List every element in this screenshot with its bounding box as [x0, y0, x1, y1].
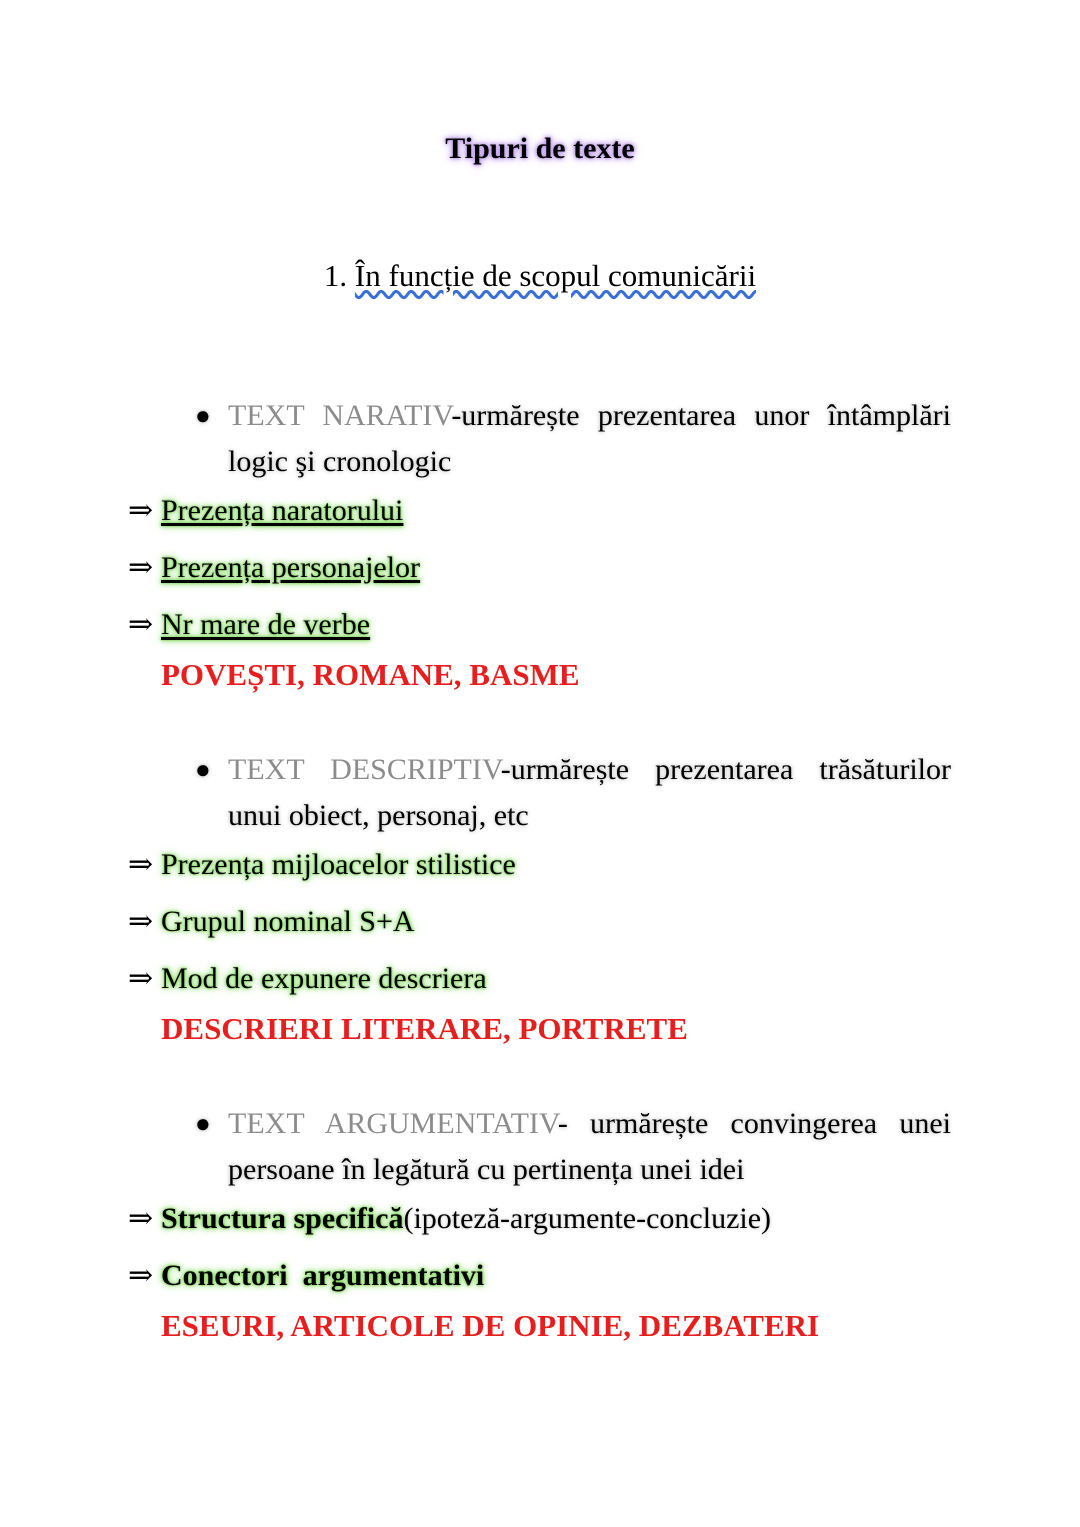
section-number: 1. [323, 258, 348, 293]
arrow-icon: ⇒ [128, 608, 154, 641]
feature-text: Mod de expunere descriera [161, 962, 487, 995]
feature-text: Conectori argumentativi [161, 1259, 485, 1292]
section-heading [0, 258, 1080, 294]
examples-list: POVEȘTI, ROMANE, BASME [161, 657, 580, 692]
arrow-icon: ⇒ [128, 1259, 154, 1292]
feature-item [128, 845, 516, 885]
feature-text: Structura specifică [161, 1202, 404, 1235]
feature-text: Nr mare de verbe [161, 608, 371, 641]
feature-suffix: (ipoteză-argumente-concluzie) [403, 1202, 772, 1235]
text-type-label: TEXT DESCRIPTIV [228, 753, 501, 786]
feature-item [128, 605, 370, 645]
bullet-dot-icon: ● [195, 401, 211, 430]
text-type-description: - urmărește convingerea unei persoane în legătură cu pertinența unei idei [228, 1107, 951, 1186]
examples-list: ESEURI, ARTICOLE DE OPINIE, DEZBATERI [161, 1308, 820, 1343]
text-type-label: TEXT NARATIV [228, 399, 452, 432]
bullet-text-argumentativ [195, 1101, 951, 1193]
feature-text: Prezența naratorului [161, 494, 404, 527]
feature-item [128, 902, 415, 942]
feature-item [128, 959, 487, 999]
text-type-description: -urmărește prezentarea trăsăturilor unui obiect, personaj, etc [228, 753, 951, 832]
feature-text: Prezența mijloacelor stilistice [161, 848, 516, 881]
text-type-label: TEXT ARGUMENTATIV [228, 1107, 558, 1140]
arrow-icon: ⇒ [128, 848, 154, 881]
bullet-dot-icon: ● [195, 1109, 211, 1138]
text-type-description: -urmărește prezentarea unor întâmplări logic şi cronologic [228, 399, 951, 478]
arrow-icon: ⇒ [128, 962, 154, 995]
feature-text: Grupul nominal S+A [161, 905, 415, 938]
feature-text: Prezența personajelor [161, 551, 421, 584]
bullet-text-narativ [195, 393, 951, 485]
examples-list: DESCRIERI LITERARE, PORTRETE [161, 1011, 688, 1046]
arrow-icon: ⇒ [128, 494, 154, 527]
feature-item [128, 1199, 771, 1239]
feature-item [128, 491, 403, 531]
arrow-icon: ⇒ [128, 551, 154, 584]
arrow-icon: ⇒ [128, 1202, 154, 1235]
section-heading-text: În funcție de scopul comunicării [354, 258, 757, 293]
bullet-text-descriptiv [195, 747, 951, 839]
feature-item [128, 1256, 484, 1296]
bullet-dot-icon: ● [195, 755, 211, 784]
arrow-icon: ⇒ [128, 905, 154, 938]
page-title: Tipuri de texte [445, 132, 635, 165]
feature-item [128, 548, 420, 588]
